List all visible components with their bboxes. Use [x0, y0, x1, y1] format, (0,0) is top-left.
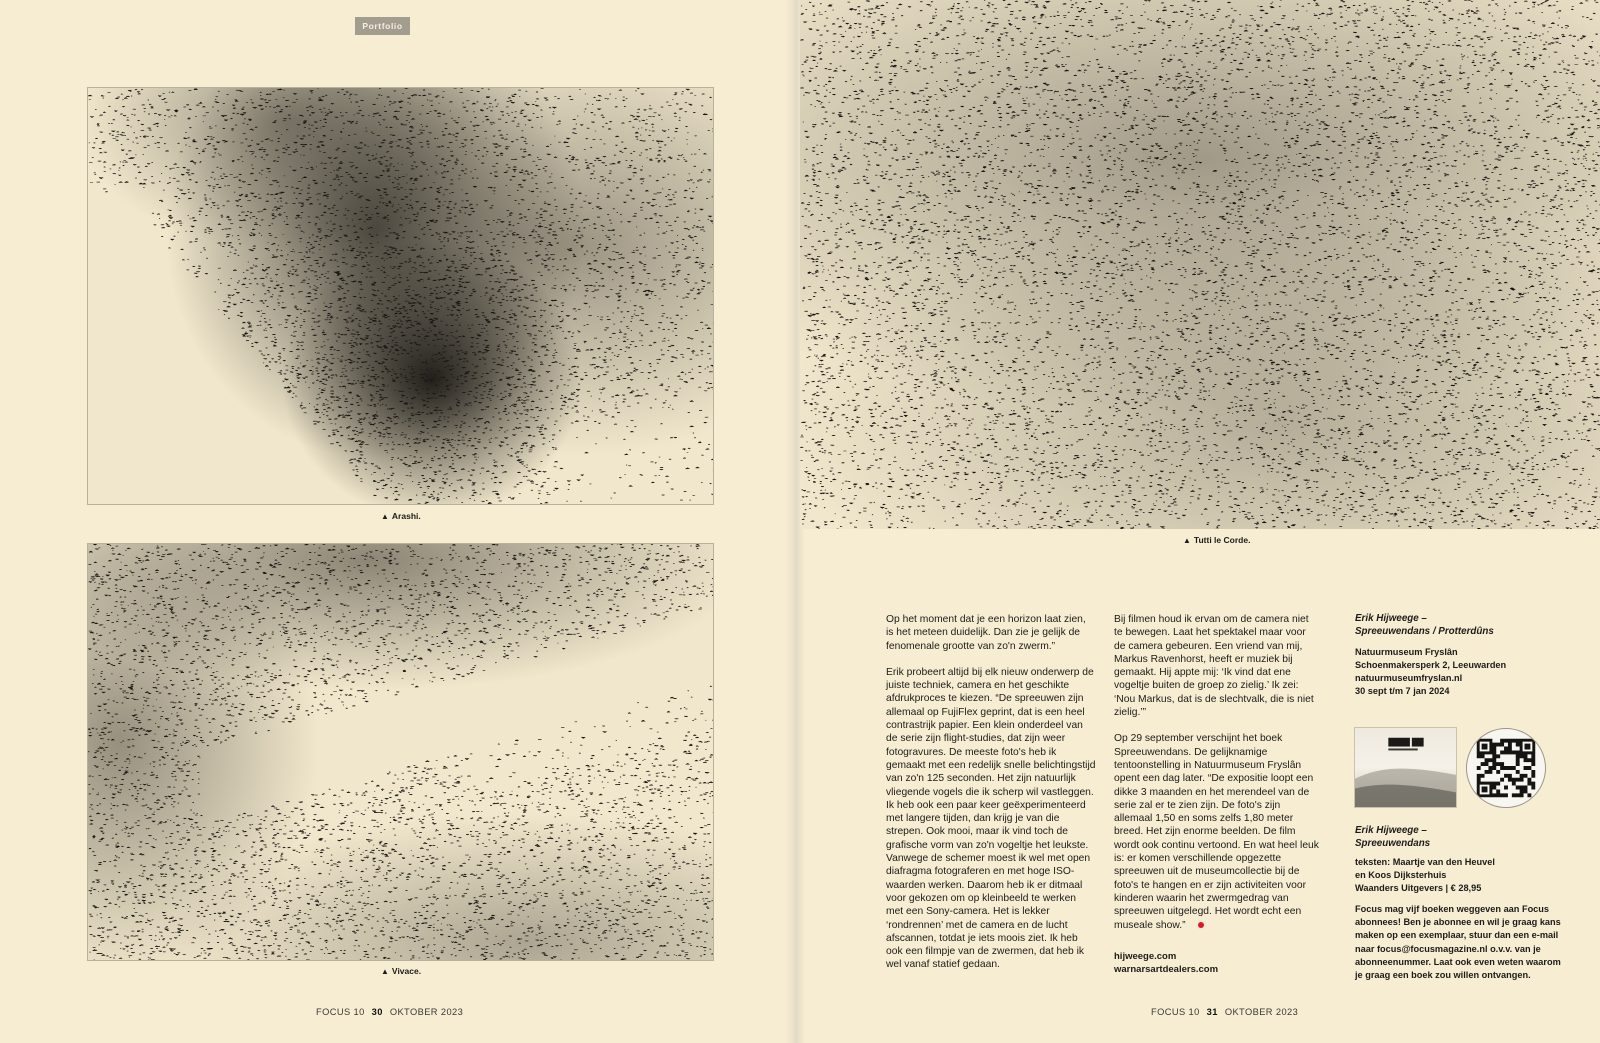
book-publisher-price: Waanders Uitgevers | € 28,95	[1355, 883, 1482, 894]
article-column-1	[886, 613, 1096, 972]
book-cover-image	[1354, 727, 1457, 808]
book-cover-art	[1355, 728, 1456, 807]
caption-vivace	[381, 966, 421, 976]
book-texts-2: en Koos Dijksterhuis	[1355, 870, 1447, 881]
exhibition-website[interactable]: natuurmuseumfryslan.nl	[1355, 673, 1463, 684]
triangle-up-icon: ▲	[1183, 536, 1191, 545]
article-paragraph: Bij filmen houd ik ervan om de camera niet te bewegen. Laat het spektakel maar voor de camera gebeuren. Een vriend van mij, Markus Ravenhorst, heeft er muziek bij gemaakt. Hij appte mij: ‘Ik vind dat ene vogeltje buiten de groep zo zielig.’ Ik zei: ‘Nou Markus, dat is de slechtvalk, die is niet zielig.’”	[1114, 614, 1314, 719]
arashi-bird-swarm	[88, 88, 713, 504]
triangle-up-icon: ▲	[381, 512, 389, 521]
qr-code-icon[interactable]	[1466, 728, 1546, 808]
book-info	[1355, 824, 1565, 895]
caption-vivace-text: Vivace.	[391, 966, 422, 976]
exhibition-dates: 30 sept t/m 7 jan 2024	[1355, 686, 1450, 697]
article-column-2	[1114, 613, 1319, 932]
link-hijweege[interactable]: hijweege.com	[1114, 951, 1177, 962]
book-title: Erik Hijweege –	[1355, 825, 1427, 836]
section-tag: Portfolio	[355, 17, 410, 35]
exhibition-info	[1355, 612, 1565, 699]
photo-arashi	[87, 87, 714, 505]
folio-right	[1151, 1007, 1298, 1017]
exhibition-title-2: Spreeuwendans / Protterdûns	[1355, 626, 1494, 638]
article-paragraph-text: Op 29 september verschijnt het boek Spreeuwendans. De gelijknamige tentoonstelling in Natuurmuseum Fryslân opent een dag later. “De expositie loopt een dikke 3 maanden en het merendeel van de serie zal er te zien zijn. De foto's zijn allemaal 1,50 en soms zelfs 1,80 meter breed. Het zijn enorme beelden. De film wordt ook continu vertoond. En wat heel leuk is: er komen verschillende opgezette spreeuwen uit de museumcollectie bij de foto's te hangen en er zijn activiteiten voor kinderen waarin het zwermgedrag van spreeuwen uitgelegd. Het wordt echt een museale show.”	[1114, 733, 1319, 931]
tutti-bird-swarm	[800, 0, 1600, 529]
photo-vivace	[87, 543, 714, 961]
book-title-2: Spreeuwendans	[1355, 838, 1431, 850]
article-paragraph	[1114, 732, 1319, 931]
article-links	[1114, 950, 1218, 976]
folio-left	[316, 1007, 463, 1017]
folio-date: OKTOBER 2023	[1224, 1007, 1299, 1017]
vivace-bird-swarm	[88, 544, 713, 960]
qr-code-pattern	[1467, 729, 1545, 807]
page-number: 30	[371, 1007, 383, 1017]
book-giveaway-text: Focus mag vijf boeken weggeven aan Focus abonnees! Ben je abonnee en wil je graag kans maken op een exemplaar, stuur dan een e-mail naar focus@focusmagazine.nl o.v.v. van je abonneenummer. Laat ook even weten waarom je graag een boek zou willen ontvangen.	[1355, 904, 1561, 981]
triangle-up-icon: ▲	[381, 967, 389, 976]
caption-arashi	[381, 511, 421, 521]
exhibition-title: Erik Hijweege –	[1355, 613, 1427, 624]
article-paragraph: Erik probeert altijd bij elk nieuw onderwerp de juiste techniek, camera en het geschikte afdrukproces te kiezen. “De spreeuwen zijn allemaal op FujiFlex geprint, dat is een heel contrastrijk papier. Een klein onderdeel van de serie zijn flight-studies, dat zijn weer fotogravures. De meeste foto's heb ik gemaakt met een redelijk snelle belichtingstijd van zo'n 125 seconden. Het zijn natuurlijk vliegende vogels die ik scherp wil vastleggen. Ik heb ook een paar keer geëxperimenteerd met langere tijden, dan krijg je van die strepen. Ook mooi, maar ik vind toch de grafische vorm van zo'n vogeltje het leukste. Vanwege de schemer moest ik wel met open diafragma fotograferen en met hoge ISO-waarden werken. Daarom heb ik er ditmaal voor gekozen om op kleinbeeld te werken met een Sony-camera. Het is lekker ‘rondrennen’ met de camera en de lucht afscannen, totdat je iets moois ziet. Ik heb ook een filmpje van de zwermen, dat heb ik wel vanaf statief gedaan.	[886, 666, 1096, 971]
book-texts: teksten: Maartje van den Heuvel	[1355, 856, 1495, 867]
folio-magazine: FOCUS 10	[316, 1007, 365, 1017]
link-warnarsartdealers[interactable]: warnarsartdealers.com	[1114, 964, 1219, 975]
photo-tutti-le-corde	[800, 0, 1600, 529]
caption-tutti-le-corde	[1183, 535, 1250, 545]
article-paragraph: Op het moment dat je een horizon laat zien, is het meteen duidelijk. Dan zie je gelijk de fenomenale grootte van zo'n zwerm.”	[886, 614, 1086, 652]
caption-arashi-text: Arashi.	[391, 511, 421, 521]
caption-tutti-text: Tutti le Corde.	[1193, 535, 1251, 545]
folio-magazine: FOCUS 10	[1151, 1007, 1200, 1017]
exhibition-venue: Natuurmuseum Fryslân	[1355, 646, 1458, 657]
exhibition-address: Schoenmakersperk 2, Leeuwarden	[1355, 660, 1507, 671]
folio-date: OKTOBER 2023	[389, 1007, 464, 1017]
page-number: 31	[1206, 1007, 1218, 1017]
red-dot-icon	[1198, 922, 1204, 928]
